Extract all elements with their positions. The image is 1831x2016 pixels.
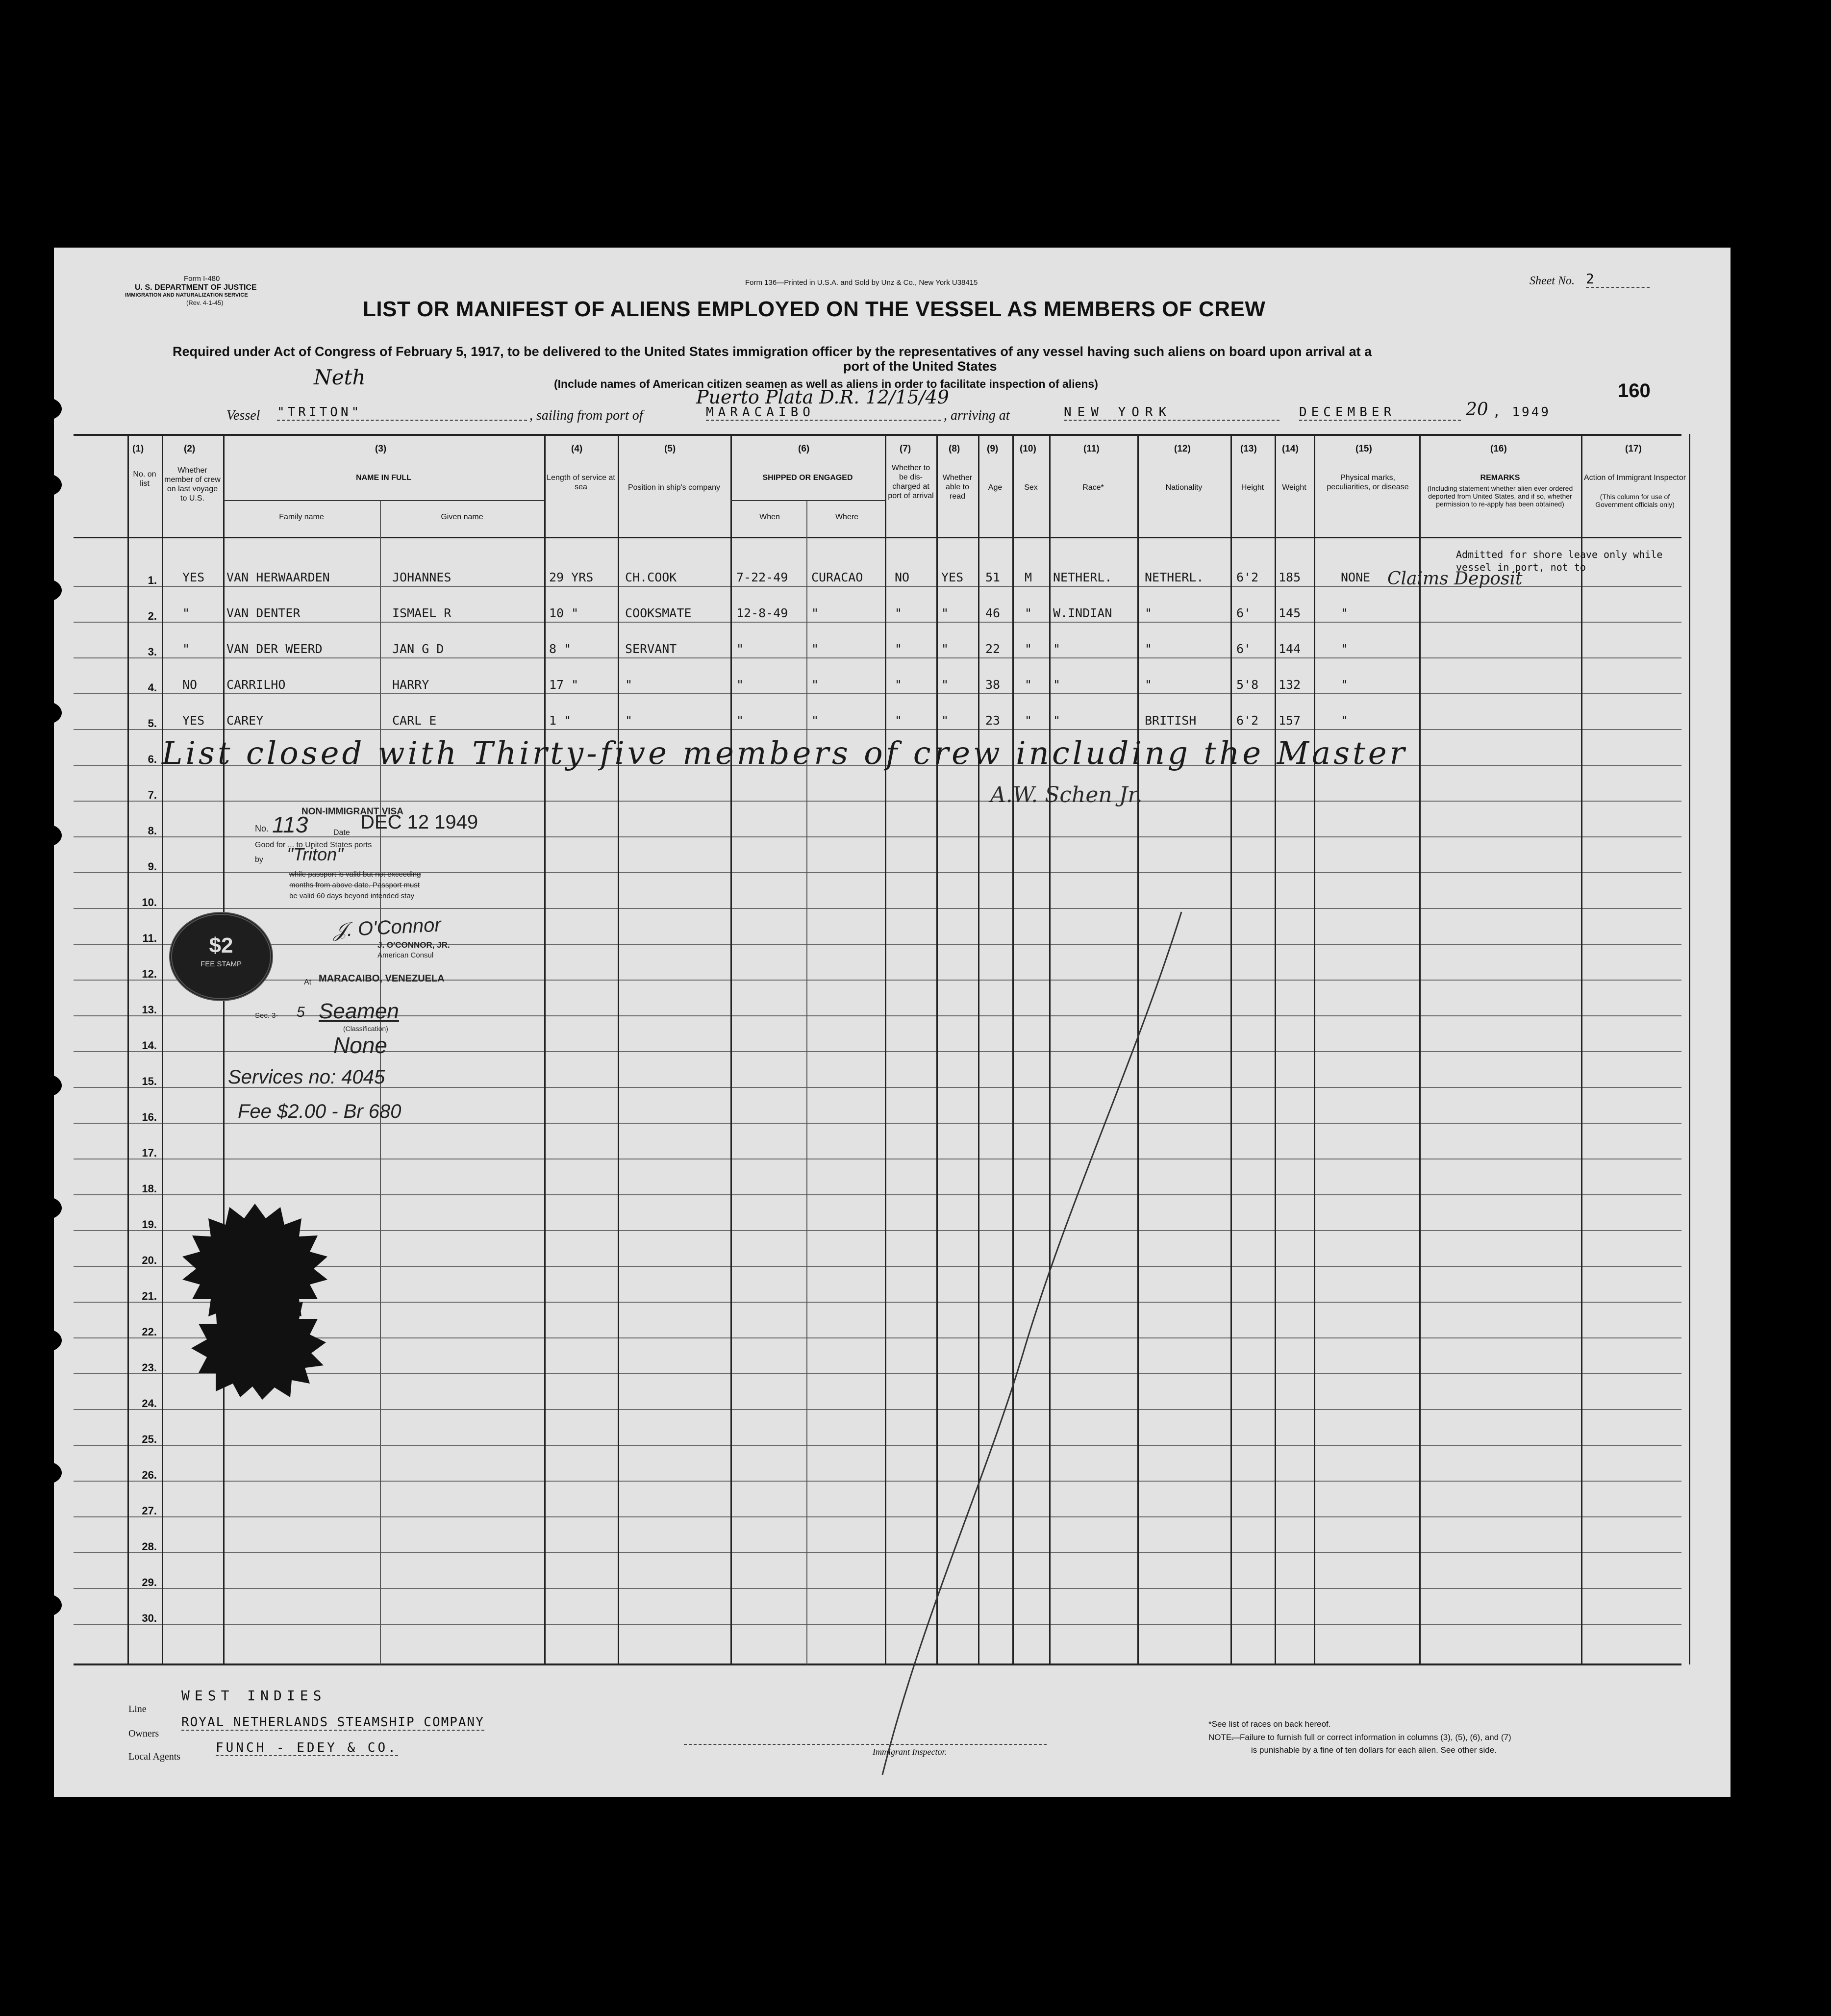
row-number: 3. (148, 646, 157, 658)
nationality-cell: " (1145, 606, 1153, 620)
last-voyage-cell: " (182, 606, 190, 620)
subtitle-line-3: (Include names of American citizen seamen as well as aliens in order to facilitate inspection of aliens) (554, 378, 1098, 390)
row-number: 28. (142, 1540, 157, 1553)
visa-number: 113 (272, 812, 308, 837)
row-number: 11. (142, 932, 157, 944)
punch-hole (27, 1329, 62, 1352)
visa-exemption: None (333, 1033, 387, 1058)
physical-marks-cell: " (1341, 713, 1349, 728)
position-cell: COOKSMATE (625, 606, 692, 620)
shipped-subheader-line (730, 500, 885, 501)
table-top-border (74, 434, 1681, 436)
remarks-typed: Admitted for shore leave only while vessel in port, not to (1456, 549, 1663, 573)
column-separator (223, 434, 225, 1664)
col4-number: (4) (571, 444, 583, 454)
race-cell: W.INDIAN (1053, 606, 1112, 620)
able-to-read-cell: " (941, 713, 949, 728)
arrival-month: DECEMBER (1299, 405, 1461, 421)
row-number: 26. (142, 1469, 157, 1481)
col6-when-subheader: When (759, 513, 780, 521)
col1-header: No. on list (133, 470, 156, 488)
col15-number: (15) (1355, 444, 1372, 454)
page-number: 160 (1618, 380, 1651, 402)
punch-hole (27, 473, 62, 497)
col14-number: (14) (1282, 444, 1299, 454)
service-length-cell: 10 " (549, 606, 579, 620)
age-cell: 46 (985, 606, 1001, 620)
consul-name: J. O'CONNOR, JR. (377, 940, 450, 950)
height-cell: 6' (1236, 606, 1252, 620)
last-voyage-cell: " (182, 642, 190, 656)
column-separator (1275, 434, 1276, 1664)
age-cell: 23 (985, 713, 1001, 728)
col16-number: (16) (1490, 444, 1507, 454)
column-separator (1314, 434, 1315, 1664)
race-cell: " (1053, 713, 1061, 728)
sex-cell: " (1025, 606, 1032, 620)
races-note: *See list of races on back hereof. (1208, 1719, 1331, 1729)
nationality-cell: BRITISH (1145, 713, 1197, 728)
row-number: 18. (142, 1183, 157, 1195)
race-cell: " (1053, 678, 1061, 692)
visa-line-3: months from above date. Passport must (289, 881, 420, 889)
shipped-where-cell: " (811, 678, 819, 692)
row-number: 23. (142, 1361, 157, 1374)
row-rule (74, 657, 1681, 658)
visa-date: DEC 12 1949 (360, 811, 478, 833)
row-rule (74, 729, 1681, 730)
physical-marks-cell: " (1341, 606, 1349, 620)
col12-number: (12) (1174, 444, 1191, 454)
weight-cell: 157 (1279, 713, 1301, 728)
nationality-cell: " (1145, 678, 1153, 692)
col1-number: (1) (132, 444, 144, 454)
col16-header: REMARKS (1480, 474, 1520, 482)
able-to-read-cell: " (941, 606, 949, 620)
able-to-read-cell: YES (941, 570, 964, 584)
page-title: LIST OR MANIFEST OF ALIENS EMPLOYED ON THE VESSEL AS MEMBERS OF CREW (363, 297, 1266, 321)
discharged-cell: " (895, 642, 903, 656)
services-number: Services no: 4045 (228, 1066, 385, 1088)
punch-hole (27, 1196, 62, 1220)
col9-number: (9) (987, 444, 999, 454)
fee-note: Fee $2.00 - Br 680 (238, 1101, 401, 1122)
handwritten-nationality-note: Neth (314, 365, 366, 389)
punch-hole (27, 824, 62, 847)
fee-revenue-stamp (169, 912, 273, 1001)
discharged-cell: NO (895, 570, 910, 584)
row-number: 25. (142, 1433, 157, 1445)
visa-section-label: Sec. 3- (255, 1011, 278, 1020)
sex-cell: " (1025, 713, 1032, 728)
col15-header: Physical marks, peculiarities, or disease (1327, 474, 1409, 491)
row-number: 1. (148, 574, 157, 586)
punch-hole (27, 701, 62, 725)
consul-signature: 𝒥. O'Connor (332, 914, 442, 941)
name-subheader-line (223, 500, 544, 501)
col2-number: (2) (184, 444, 196, 454)
table-header-bottom-border (74, 537, 1681, 538)
physical-marks-cell: " (1341, 678, 1349, 692)
subtitle-line-2: port of the United States (843, 359, 997, 374)
sailing-label: , sailing from port of (529, 408, 643, 423)
shipped-when-cell: " (736, 713, 744, 728)
height-cell: 6'2 (1236, 713, 1259, 728)
last-voyage-cell: NO (182, 678, 198, 692)
col11-header: Race* (1082, 483, 1104, 492)
row-number: 5. (148, 717, 157, 730)
col6-header: SHIPPED OR ENGAGED (762, 474, 853, 482)
family-name-cell: VAN DENTER (226, 606, 301, 620)
service-length-cell: 29 YRS (549, 570, 594, 584)
note-text-2: is punishable by a fine of ten dollars for each alien. See other side. (1251, 1745, 1497, 1755)
punch-hole (27, 1593, 62, 1617)
owners-value: ROYAL NETHERLANDS STEAMSHIP COMPANY (181, 1715, 484, 1730)
service-length-cell: 1 " (549, 713, 572, 728)
col8-header: Whether able to read (942, 474, 973, 501)
row-number: 16. (142, 1111, 157, 1123)
given-name-cell: JAN G D (392, 642, 444, 656)
column-separator (1581, 434, 1582, 1664)
row-number: 9. (148, 860, 157, 873)
col6-where-subheader: Where (835, 513, 859, 521)
col5-header: Position in ship's company (627, 483, 721, 492)
arriving-label: , arriving at (944, 408, 1010, 423)
agents-label: Local Agents (128, 1751, 181, 1762)
row-number: 10. (142, 896, 157, 908)
position-cell: " (625, 678, 633, 692)
row-number: 7. (148, 789, 157, 801)
subtitle-line-1: Required under Act of Congress of February 5, 1917, to be delivered to the United States immigration officer by the representatives of any vessel having such aliens on board upon arrival at a (173, 344, 1372, 359)
row-number: 8. (148, 825, 157, 837)
given-name-cell: HARRY (392, 678, 429, 692)
col10-header: Sex (1024, 483, 1038, 492)
line-label: Line (128, 1704, 147, 1714)
visa-title: NON-IMMIGRANT VISA (301, 806, 403, 817)
nationality-cell: " (1145, 642, 1153, 656)
col2-header: Whether member of crew on last voyage to U.S. (164, 466, 221, 503)
pen-stroke (863, 907, 1206, 1780)
form-id: Form I-480 (184, 275, 220, 283)
visa-number-label: No. (255, 824, 269, 833)
shipped-where-cell: " (811, 713, 819, 728)
physical-marks-cell: NONE (1341, 570, 1371, 584)
visa-vessel: "Triton" (287, 844, 343, 864)
column-separator (544, 434, 546, 1664)
shipped-where-cell: " (811, 642, 819, 656)
row-number: 4. (148, 681, 157, 694)
visa-at-label: At (304, 978, 312, 986)
fee-stamp-label: FEE STAMP (201, 960, 242, 968)
punch-hole (27, 1461, 62, 1485)
visa-line-1: Good for ... to United States ports (255, 841, 372, 849)
physical-marks-cell: " (1341, 642, 1349, 656)
col12-header: Nationality (1165, 483, 1203, 492)
service-length-cell: 17 " (549, 678, 579, 692)
sheet-number: 2 (1586, 271, 1650, 288)
row-rule (74, 693, 1681, 694)
owners-label: Owners (128, 1728, 159, 1739)
punch-hole (27, 1074, 62, 1097)
col10-number: (10) (1020, 444, 1036, 454)
visa-classification-label: (Classification) (343, 1025, 388, 1033)
family-name-cell: VAN HERWAARDEN (226, 570, 330, 584)
service-length-cell: 8 " (549, 642, 572, 656)
col4-header: Length of service at sea (547, 474, 615, 491)
col13-header: Height (1241, 483, 1264, 492)
inspector-signature-line (684, 1744, 1047, 1746)
service-name: IMMIGRATION AND NATURALIZATION SERVICE (125, 292, 248, 298)
shipped-where-cell: " (811, 606, 819, 620)
col3-given-subheader: Given name (441, 513, 483, 521)
col13-number: (13) (1240, 444, 1257, 454)
visa-date-label: Date (333, 829, 350, 837)
column-separator (127, 434, 129, 1664)
col9-header: Age (988, 483, 1003, 492)
vessel-name: "TRITON" (277, 405, 527, 421)
given-name-cell: ISMAEL R (392, 606, 451, 620)
col17-subheader: (This column for use of Government officials only) (1595, 493, 1675, 508)
note-label: NOTE. (1208, 1733, 1234, 1742)
weight-cell: 144 (1279, 642, 1301, 656)
nationality-cell: NETHERL. (1145, 570, 1204, 584)
col3-family-subheader: Family name (279, 513, 324, 521)
remarks-handwritten: Claims Deposit (1387, 569, 1523, 589)
departure-port: MARACAIBO (706, 405, 941, 421)
col6-number: (6) (798, 444, 810, 454)
vessel-label: Vessel (226, 408, 260, 423)
able-to-read-cell: " (941, 678, 949, 692)
row-rule (74, 836, 1681, 837)
col17-number: (17) (1625, 444, 1642, 454)
visa-line-4: be valid 60 days beyond intended stay (289, 892, 415, 900)
discharged-cell: " (895, 713, 903, 728)
officer-signature: A.W. Schen Jr. (990, 782, 1143, 807)
row-number: 13. (142, 1004, 157, 1016)
column-separator (730, 434, 732, 1664)
consul-title: American Consul (377, 951, 434, 959)
row-number: 29. (142, 1576, 157, 1588)
given-name-cell: CARL E (392, 713, 437, 728)
punch-hole (27, 579, 62, 602)
row-number: 30. (142, 1612, 157, 1624)
family-name-cell: CARRILHO (226, 678, 286, 692)
discharged-cell: " (895, 606, 903, 620)
row-number: 15. (142, 1075, 157, 1087)
col8-number: (8) (949, 444, 960, 454)
family-name-cell: VAN DER WEERD (226, 642, 323, 656)
row-number: 21. (142, 1290, 157, 1302)
shipped-when-cell: 12-8-49 (736, 606, 788, 620)
shipped-when-cell: " (736, 642, 744, 656)
row-number: 24. (142, 1397, 157, 1410)
sex-cell: " (1025, 678, 1032, 692)
punch-hole (27, 397, 62, 421)
last-voyage-cell: YES (182, 713, 205, 728)
arrival-day: 20 (1466, 400, 1488, 420)
col11-number: (11) (1083, 444, 1100, 454)
visa-line-2: while passport is valid but not exceeding (289, 870, 421, 879)
col7-header: Whether to be dis-charged at port of arrival (888, 464, 934, 500)
fee-stamp-value: $2 (209, 933, 233, 958)
arrival-year: , 1949 (1493, 405, 1551, 420)
row-number: 20. (142, 1254, 157, 1266)
col16-subheader: (Including statement whether alien ever ordered deported from United States, and if so, whether permission to re-apply has been obtained) (1427, 484, 1573, 508)
col14-header: Weight (1282, 483, 1306, 492)
position-cell: SERVANT (625, 642, 677, 656)
weight-cell: 145 (1279, 606, 1301, 620)
col7-number: (7) (900, 444, 911, 454)
age-cell: 38 (985, 678, 1001, 692)
row-number: 17. (142, 1147, 157, 1159)
sex-cell: " (1025, 642, 1032, 656)
age-cell: 51 (985, 570, 1001, 584)
column-separator (806, 500, 807, 1664)
height-cell: 6'2 (1236, 570, 1259, 584)
row-rule (74, 801, 1681, 802)
row-number: 14. (142, 1039, 157, 1052)
embossed-seal (152, 1201, 358, 1402)
row-number: 22. (142, 1326, 157, 1338)
position-cell: " (625, 713, 633, 728)
family-name-cell: CAREY (226, 713, 264, 728)
race-cell: " (1053, 642, 1061, 656)
department: U. S. DEPARTMENT OF JUSTICE (135, 283, 257, 292)
handwritten-port: Puerto Plata D.R. 12/15/49 (696, 386, 949, 408)
position-cell: CH.COOK (625, 570, 677, 584)
discharged-cell: " (895, 678, 903, 692)
shipped-when-cell: " (736, 678, 744, 692)
visa-classification: Seamen (319, 999, 399, 1023)
col5-number: (5) (664, 444, 676, 454)
col3-header: NAME IN FULL (356, 474, 411, 482)
row-number: 19. (142, 1218, 157, 1231)
column-separator (162, 434, 163, 1664)
consulate-location: MARACAIBO, VENEZUELA (319, 973, 445, 984)
shipped-where-cell: CURACAO (811, 570, 863, 584)
row-number: 27. (142, 1505, 157, 1517)
col3-number: (3) (375, 444, 387, 454)
race-cell: NETHERL. (1053, 570, 1112, 584)
row-number: 2. (148, 610, 157, 622)
row-rule (74, 622, 1681, 623)
inspector-label: Immigrant Inspector. (873, 1747, 947, 1757)
column-separator (1689, 434, 1690, 1664)
line-value: WEST INDIES (181, 1688, 326, 1704)
height-cell: 6' (1236, 642, 1252, 656)
row-number: 6. (148, 753, 157, 765)
given-name-cell: JOHANNES (392, 570, 451, 584)
column-separator (618, 434, 619, 1664)
agents-value: FUNCH - EDEY & CO. (216, 1740, 398, 1755)
revision: (Rev. 4-1-45) (186, 299, 224, 306)
shipped-when-cell: 7-22-49 (736, 570, 788, 584)
weight-cell: 132 (1279, 678, 1301, 692)
printer-line: Form 136—Printed in U.S.A. and Sold by Unz & Co., New York U38415 (745, 278, 978, 287)
arrival-port: NEW YORK (1064, 405, 1279, 421)
column-separator (1419, 434, 1421, 1664)
able-to-read-cell: " (941, 642, 949, 656)
column-separator (1230, 434, 1232, 1664)
age-cell: 22 (985, 642, 1001, 656)
sheet-label: Sheet No. (1530, 275, 1575, 287)
visa-section: 5 (297, 1004, 305, 1020)
height-cell: 5'8 (1236, 678, 1259, 692)
closing-statement: List closed with Thirty-five members of crew including the Master (162, 735, 1408, 772)
weight-cell: 185 (1279, 570, 1301, 584)
row-number: 12. (142, 968, 157, 980)
visa-by-label: by (255, 856, 263, 864)
note-text: —Failure to furnish full or correct information in columns (3), (5), (6), and (7) (1231, 1733, 1511, 1742)
sex-cell: M (1025, 570, 1032, 584)
last-voyage-cell: YES (182, 570, 205, 584)
col17-header: Action of Immigrant Inspector (1583, 474, 1686, 482)
